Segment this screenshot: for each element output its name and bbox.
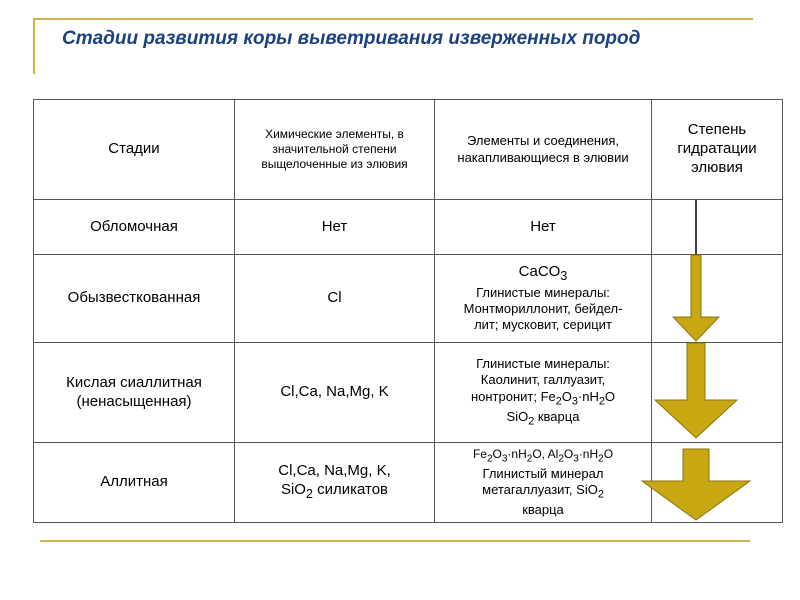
table-header-row — [34, 100, 783, 200]
stage-cell: Обломочная — [34, 200, 235, 255]
text-line: кварца — [522, 502, 564, 517]
stages-table — [33, 99, 783, 523]
text-line: Каолинит, галлуазит, — [480, 372, 606, 388]
stage-cell: Аллитная — [34, 443, 235, 523]
text-line: Монтмориллонит, бейдел- — [463, 301, 623, 317]
formula-line: метагаллуазит, SiO$_2$ — [482, 481, 604, 501]
hydration-cell — [652, 200, 783, 255]
table-row — [34, 343, 783, 443]
accumulated-cell — [435, 343, 652, 443]
text-line: Глинистые минералы: — [476, 284, 610, 300]
leached-cell: Cl,Ca, Na,Mg, K — [235, 343, 435, 443]
table-row — [34, 255, 783, 343]
text-line: лит; мусковит, серицит — [474, 317, 612, 333]
formula-line: нонтронит; $Fe_2O_3\cdot nH_2O$ — [470, 388, 616, 408]
header-leached-elements: Химические элементы, в значительной степени выщелоченные из элювия — [235, 100, 435, 200]
decorative-vertical-line — [33, 18, 35, 74]
formula-line: $Fe_2O_3\cdot nH_2O$, $Al_2O_3\cdot nH_2O$ — [472, 446, 614, 465]
leached-cell: Нет — [235, 200, 435, 255]
stage-cell: Обызвесткованная — [34, 255, 235, 343]
text-line: Кислая сиаллитная — [66, 373, 202, 391]
hydration-cell — [652, 343, 783, 443]
leached-cell: Cl — [235, 255, 435, 343]
decorative-top-line — [35, 18, 753, 20]
hydration-cell — [652, 443, 783, 523]
page-title: Стадии развития коры выветривания изверженных пород — [62, 28, 641, 49]
text-line: Cl,Ca, Na,Mg, K, — [278, 462, 391, 480]
leached-cell — [235, 443, 435, 523]
header-accumulated-elements: Элементы и соединения, накапливающиеся в элювии — [435, 100, 652, 200]
formula-line: SiO$_2$ кварца — [506, 408, 580, 428]
header-stages: Стадии — [34, 100, 235, 200]
hydration-cell — [652, 255, 783, 343]
accumulated-cell: Нет — [435, 200, 652, 255]
decorative-bottom-line — [40, 540, 750, 542]
text-line: Глинистые минералы: — [476, 356, 610, 372]
formula-line: CaCO$_3$ — [518, 263, 568, 284]
table-row — [34, 443, 783, 523]
formula-line: SiO$_2$ силикатов — [280, 481, 389, 502]
table-row — [34, 200, 783, 255]
accumulated-cell — [435, 255, 652, 343]
stage-cell — [34, 343, 235, 443]
text-line: Глинистый минерал — [482, 465, 604, 481]
text-line: (ненасыщенная) — [76, 392, 192, 410]
header-hydration: Степень гидратации элювия — [652, 100, 783, 200]
accumulated-cell — [435, 443, 652, 523]
